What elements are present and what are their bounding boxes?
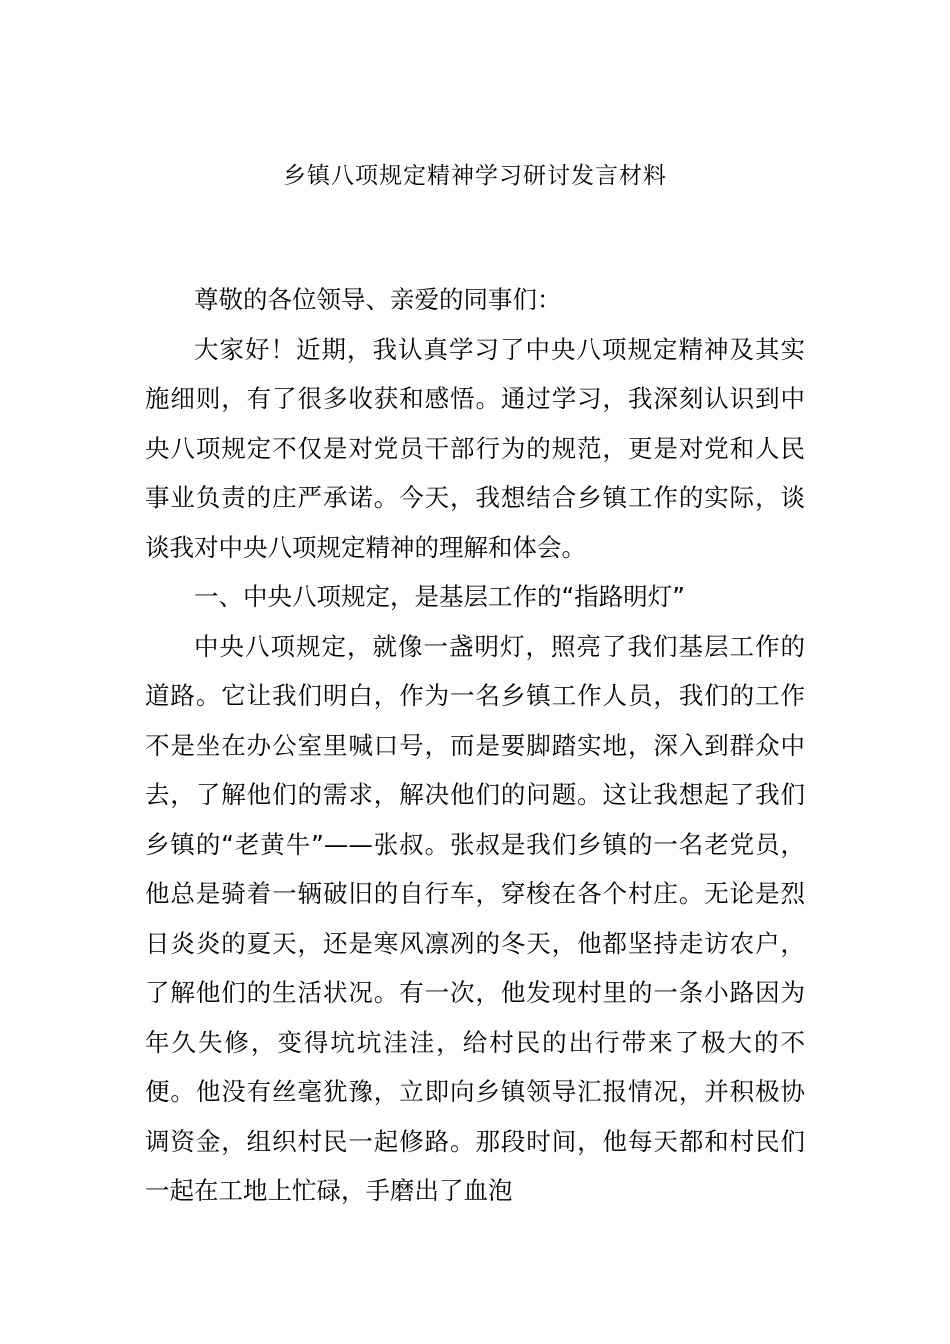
document-body [145, 275, 805, 1216]
section-heading: 一、中央八项规定，是基层工作的“指路明灯” [194, 582, 685, 611]
body-paragraph: 中央八项规定，就像一盏明灯，照亮了我们基层工作的道路。它让我们明白，作为一名乡镇工作人员，我们的工作不是坐在办公室里喊口号，而是要脚踏实地，深入到群众中去，了解他们的需求，解决他们的问题。这让我想起了我们乡镇的“老黄牛”——张叔。张叔是我们乡镇的一名老党员，他总是骑着一辆破旧的自行车，穿梭在各个村庄。无论是烈日炎炎的夏天，还是寒风凛冽的冬天，他都坚持走访农户，了解他们的生活状况。有一次，他发现村里的一条小路因为年久失修，变得坑坑洼洼，给村民的出行带来了极大的不便。他没有丝毫犹豫，立即向乡镇领导汇报情况，并积极协调资金，组织村民一起修路。那段时间，他每天都和村民们一起在工地上忙碌，手磨出了血泡 [145, 631, 805, 1205]
salutation-paragraph: 尊敬的各位领导、亲爱的同事们： [194, 285, 562, 314]
document-title: 乡镇八项规定精神学习研讨发言材料 [283, 163, 667, 189]
intro-paragraph: 大家好！近期，我认真学习了中央八项规定精神及其实施细则，有了很多收获和感悟。通过学习，我深刻认识到中央八项规定不仅是对党员干部行为的规范，更是对党和人民事业负责的庄严承诺。今天，我想结合乡镇工作的实际，谈谈我对中央八项规定精神的理解和体会。 [145, 334, 805, 562]
